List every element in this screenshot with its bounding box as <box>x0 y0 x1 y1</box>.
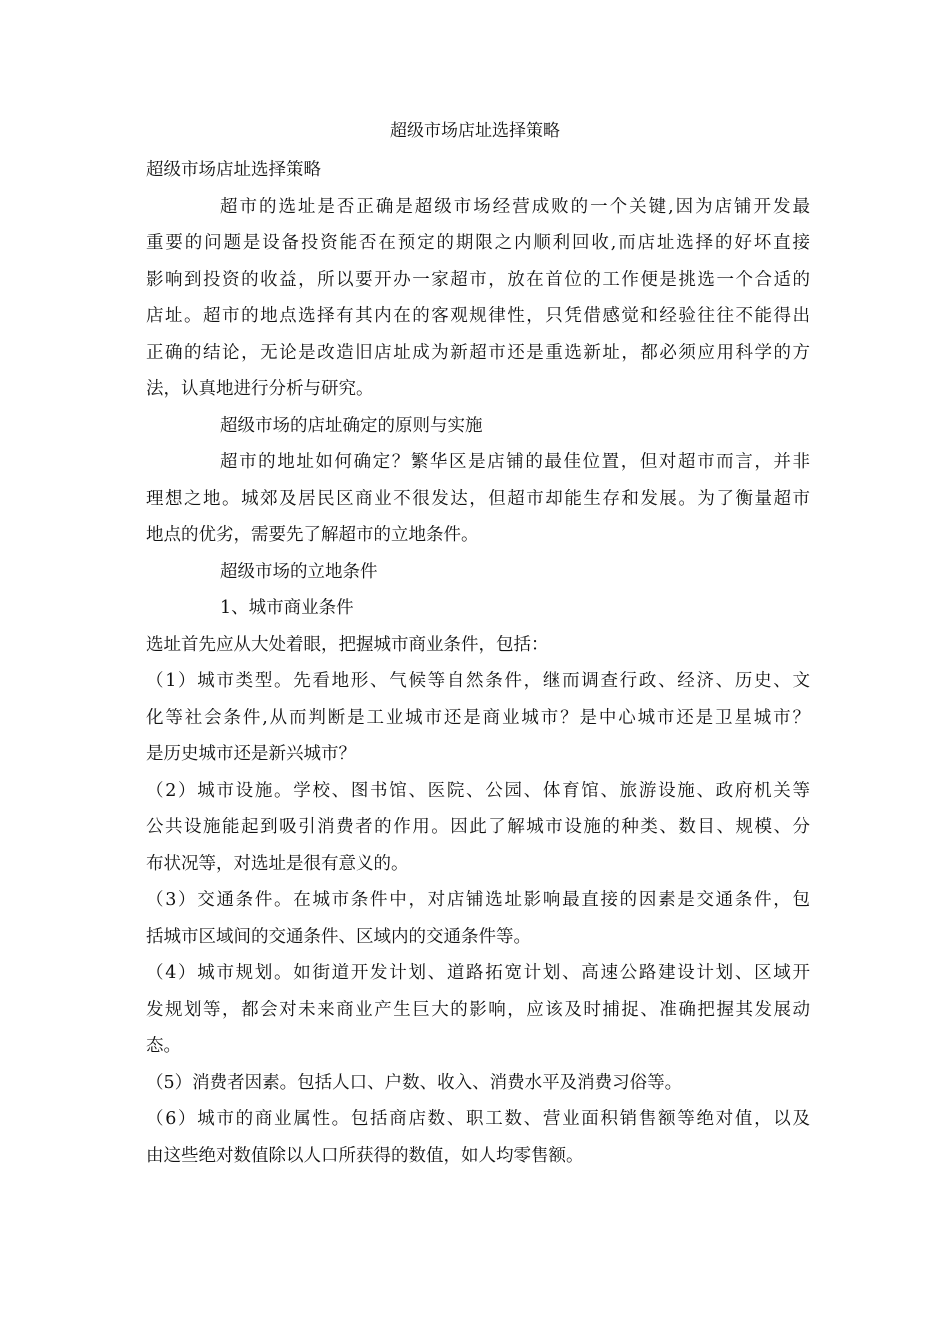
text-line: 超级市场的店址确定的原则与实施 <box>220 415 483 436</box>
text-line: 由这些绝对数值除以人口所获得的数值，如人均零售额。 <box>146 1145 584 1166</box>
text-line: 选址首先应从大处着眼，把握城市商业条件，包括： <box>146 634 549 655</box>
text-line: 法，认真地进行分析与研究。 <box>146 379 374 399</box>
text-line: 发规划等，都会对未来商业产生巨大的影响，应该及时捕捉、准确把握其发展动 <box>146 999 810 1020</box>
text-line: 理想之地。城郊及居民区商业不很发达，但超市却能生存和发展。为了衡量超市 <box>146 488 810 509</box>
text-line: 1、城市商业条件 <box>220 598 354 618</box>
text-line: 店址。超市的地点选择有其内在的客观规律性，只凭借感觉和经验往往不能得出 <box>146 306 810 326</box>
text-line: 重要的问题是设备投资能否在预定的期限之内顺利回收,而店址选择的好坏直接 <box>146 233 810 253</box>
text-line: 公共设施能起到吸引消费者的作用。因此了解城市设施的种类、数目、规模、分 <box>146 817 810 837</box>
text-line: （5）消费者因素。包括人口、户数、收入、消费水平及消费习俗等。 <box>146 1072 683 1093</box>
document-body <box>146 152 810 1174</box>
text-line: （4）城市规划。如街道开发计划、道路拓宽计划、高速公路建设计划、区域开 <box>146 963 810 983</box>
text-line: （6）城市的商业属性。包括商店数、职工数、营业面积销售额等绝对值，以及 <box>146 1109 810 1129</box>
text-line: 正确的结论，无论是改造旧店址成为新超市还是重选新址，都必须应用科学的方 <box>146 342 810 363</box>
text-line: 布状况等，对选址是很有意义的。 <box>146 853 409 874</box>
text-line: （3）交通条件。在城市条件中，对店铺选址影响最直接的因素是交通条件，包 <box>146 890 810 910</box>
text-line: （1）城市类型。先看地形、气候等自然条件，继而调查行政、经济、历史、文 <box>146 671 810 691</box>
text-line: 超市的选址是否正确是超级市场经营成败的一个关键,因为店铺开发最 <box>220 196 810 217</box>
text-line: 影响到投资的收益，所以要开办一家超市，放在首位的工作便是挑选一个合适的 <box>146 269 810 290</box>
text-line: 态。 <box>146 1036 181 1056</box>
text-line: 超级市场的立地条件 <box>220 561 378 582</box>
text-line: 超级市场店址选择策略 <box>146 160 321 180</box>
text-line: 超市的地址如何确定？繁华区是店铺的最佳位置，但对超市而言，并非 <box>220 452 810 472</box>
text-line: 括城市区域间的交通条件、区域内的交通条件等。 <box>146 926 531 947</box>
text-line: 是历史城市还是新兴城市？ <box>146 744 356 764</box>
text-line: 地点的优劣，需要先了解超市的立地条件。 <box>146 525 479 545</box>
text-line: 化等社会条件,从而判断是工业城市还是商业城市？是中心城市还是卫星城市？ <box>146 707 810 728</box>
text-line: （2）城市设施。学校、图书馆、医院、公园、体育馆、旅游设施、政府机关等 <box>146 780 810 801</box>
document-title: 超级市场店址选择策略 <box>390 121 560 141</box>
